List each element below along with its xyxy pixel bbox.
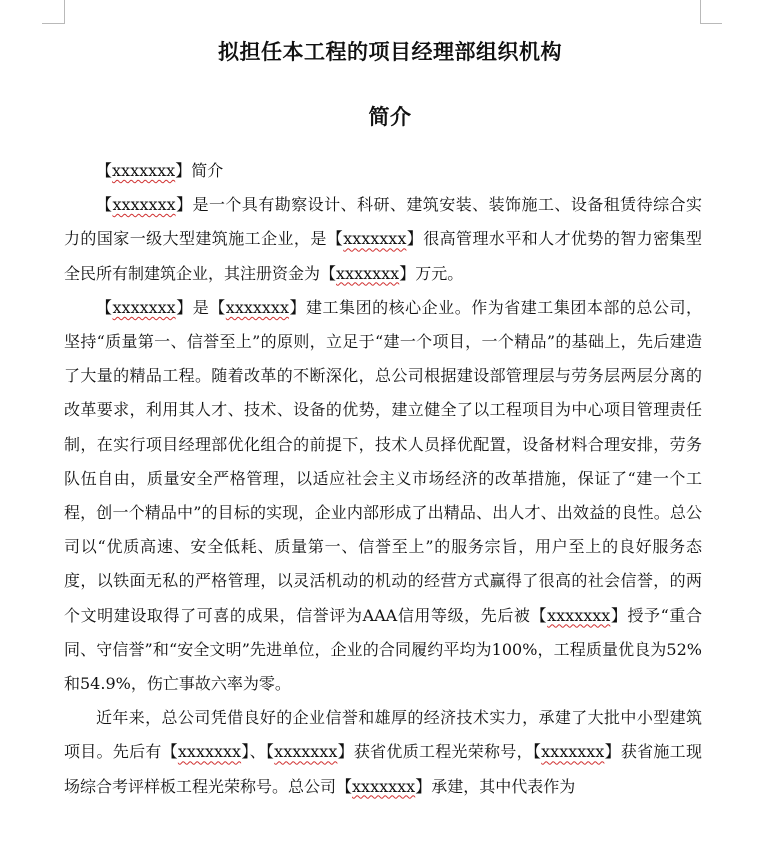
paragraph-text-run: 【 bbox=[96, 297, 113, 317]
paragraph-text-run: 】、【 bbox=[241, 742, 275, 762]
body-paragraph bbox=[64, 701, 702, 804]
placeholder-text: xxxxxxx bbox=[343, 229, 407, 249]
crop-mark-top-right bbox=[700, 0, 701, 24]
paragraph-text-run: 】授予“重合同、守信誉”和“安全文明”先进单位，企业的合同履约平均为100%，工程质量优良为52%和54.9%，伤亡事故六率为零。 bbox=[64, 605, 703, 694]
crop-mark-top-right-horizontal bbox=[700, 23, 722, 24]
paragraph-text-run: 】建工集团的核心企业。作为省建工集团本部的总公司，坚持“质量第一、信誉至上”的原则，立足于“建一个项目，一个精品”的基础上，先后建造了大量的精品工程。随着改革的不断深化，总公司根据建设部管理层与劳务层两层分离的改革要求，利用其人才、技术、设备的优势，建立健全了以工程项目为中心项目管理责任制，在实行项目经理部优化组合的前提下，技术人员择优配置，设备材料合理安排，劳务队伍自由，质量安全严格管理，以适应社会主义市场经济的改革措施，保证了“建一个工程，创一个精品中”的目标的实现，企业内部形成了出精品、出人才、出效益的良性。总公司以“优质高速、安全低耗、质量第一、信誉至上”的服务宗旨，用户至上的良好服务态度，以铁面无私的严格管理，以灵活机动的机动的经营方式赢得了很高的社会信誉，的两个文明建设取得了可喜的成果，信誉评为AAA信用等级，先后被【 bbox=[64, 297, 702, 625]
paragraph-text-run: 近年来，总公司凭借良好的企业信誉和雄厚的经济技术实力，承建了大批中小型建筑项目。先后有【 bbox=[64, 708, 702, 762]
paragraph-text-run: 】是一个具有勘察设计、科研、建筑安装、装饰施工、设备租赁待综合实力的国家一级大型建筑施工企业，是【 bbox=[64, 195, 702, 249]
paragraph-text-run: 】万元。 bbox=[399, 263, 464, 283]
paragraph-text-run: 】获省施工现场综合考评样板工程光荣称号。总公司【 bbox=[64, 742, 702, 796]
paragraph-text-run: 【 bbox=[96, 161, 113, 180]
paragraph-text-run: 】承建，其中代表作为 bbox=[415, 776, 576, 796]
placeholder-text: xxxxxxx bbox=[547, 605, 611, 625]
document-title: 拟担任本工程的项目经理部组织机构 bbox=[218, 40, 562, 64]
placeholder-text: xxxxxxx bbox=[112, 195, 176, 215]
paragraph-text-run: 】是【 bbox=[175, 297, 226, 317]
document-body[interactable] bbox=[64, 154, 702, 804]
paragraph-text-run: 】获省优质工程光荣称号，【 bbox=[337, 742, 542, 762]
placeholder-text: xxxxxxx bbox=[177, 742, 242, 762]
paragraph-text-run: 】简介 bbox=[175, 161, 224, 180]
placeholder-text: xxxxxxx bbox=[541, 742, 605, 762]
paragraph-text-run: 【 bbox=[96, 195, 113, 215]
body-paragraph bbox=[64, 291, 702, 701]
paragraph-text-run: 】很高管理水平和人才优势的智力密集型全民所有制建筑企业，其注册资金为【 bbox=[64, 229, 702, 283]
placeholder-text: xxxxxxx bbox=[225, 297, 289, 317]
crop-mark-top-left-horizontal bbox=[42, 23, 64, 24]
document-subtitle: 简介 bbox=[368, 105, 412, 129]
crop-mark-top-left bbox=[64, 0, 65, 24]
placeholder-text: xxxxxxx bbox=[274, 742, 338, 762]
placeholder-text: xxxxxxx bbox=[112, 297, 176, 317]
body-paragraph bbox=[64, 188, 702, 291]
placeholder-text: xxxxxxx bbox=[352, 776, 416, 796]
placeholder-text: xxxxxxx bbox=[336, 263, 400, 283]
body-paragraph bbox=[64, 154, 702, 188]
placeholder-text: xxxxxxx bbox=[112, 161, 176, 180]
